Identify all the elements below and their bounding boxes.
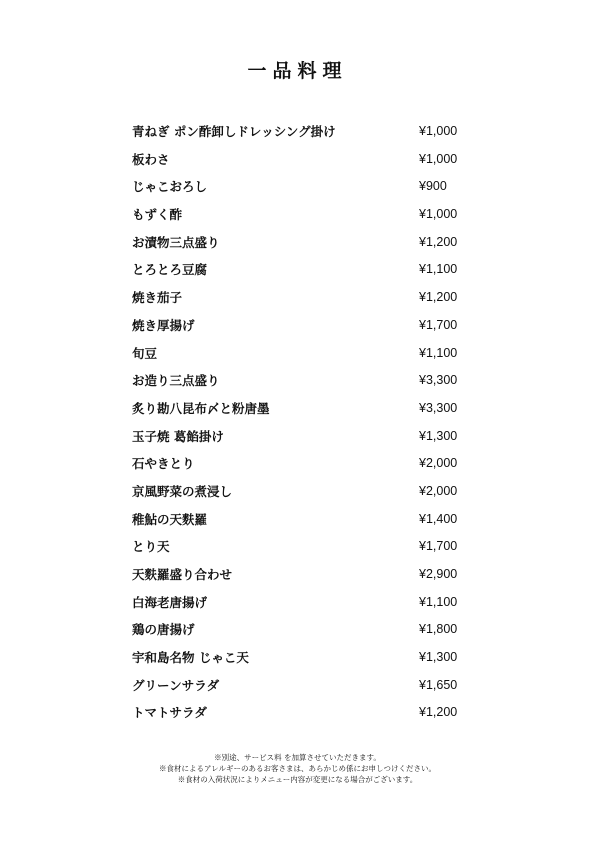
menu-item xyxy=(132,395,472,423)
menu-item-price: ¥1,200 xyxy=(419,290,458,305)
menu-item xyxy=(132,146,472,174)
menu-item-name: 焼き厚揚げ xyxy=(132,317,195,333)
menu-item-name: 天麩羅盛り合わせ xyxy=(132,567,233,582)
menu-item-name: 京風野菜の煮浸し xyxy=(132,483,233,499)
menu-item xyxy=(132,589,472,617)
menu-item-name: お漬物三点盛り xyxy=(132,234,220,250)
menu-item xyxy=(132,506,472,534)
menu-item-price: ¥1,700 xyxy=(419,539,458,554)
menu-item-price: ¥3,300 xyxy=(419,373,458,388)
menu-list xyxy=(132,118,472,727)
menu-item xyxy=(132,644,472,672)
footnote-service-charge: ※別途、サービス料 を加算させていただきます。 xyxy=(214,753,381,762)
menu-item-price: ¥1,000 xyxy=(419,207,458,222)
menu-item-name: とろとろ豆腐 xyxy=(132,262,208,278)
menu-item-name: 白海老唐揚げ xyxy=(132,594,208,610)
menu-item-name: 稚鮎の天麩羅 xyxy=(132,511,208,527)
footnote-menu-change: ※食材の入荷状況によりメニュー内容が変更になる場合がございます。 xyxy=(177,775,418,784)
menu-item-price: ¥1,400 xyxy=(419,511,458,526)
menu-item-price: ¥3,300 xyxy=(419,400,458,415)
menu-item-name: 焼き茄子 xyxy=(132,290,183,306)
menu-item-name: とり天 xyxy=(132,539,170,555)
footnote-allergy: ※食材によるアレルギーのあるお客さまは、あらかじめ係にお申しつけください。 xyxy=(158,764,436,773)
menu-item-name: 石やきとり xyxy=(132,456,195,472)
menu-item-name: もずく酢 xyxy=(132,207,183,223)
menu-item xyxy=(132,256,472,284)
menu-item-name: 鶏の唐揚げ xyxy=(132,622,195,638)
menu-item-price: ¥1,000 xyxy=(419,151,458,166)
menu-item xyxy=(132,312,472,340)
menu-item-price: ¥2,000 xyxy=(419,483,458,498)
menu-item-name: トマトサラダ xyxy=(132,705,207,721)
menu-item-price: ¥1,800 xyxy=(419,622,458,637)
menu-item xyxy=(132,561,472,589)
menu-item-price: ¥2,900 xyxy=(419,567,458,581)
menu-item-price: ¥1,200 xyxy=(419,705,458,720)
menu-item-price: ¥2,000 xyxy=(419,456,458,471)
menu-item-price: ¥1,300 xyxy=(419,650,458,665)
menu-item-name: 板わさ xyxy=(132,151,170,167)
menu-item-name: 旬豆 xyxy=(132,345,158,361)
menu-item-name: じゃこおろし xyxy=(132,179,208,195)
menu-item xyxy=(132,229,472,257)
menu-item xyxy=(132,173,472,201)
menu-item-price: ¥1,300 xyxy=(419,428,458,443)
page-title: 一品料理 xyxy=(247,60,348,82)
menu-item xyxy=(132,423,472,451)
menu-item xyxy=(132,699,472,727)
menu-item-name: グリーンサラダ xyxy=(132,677,220,693)
menu-item xyxy=(132,201,472,229)
menu-item-price: ¥1,700 xyxy=(419,317,458,332)
menu-item xyxy=(132,533,472,561)
menu-item-name: 炙り勘八昆布〆と粉唐墨 xyxy=(132,400,270,416)
menu-item-price: ¥1,200 xyxy=(419,234,458,249)
menu-item-name: お造り三点盛り xyxy=(132,373,220,389)
menu-item xyxy=(132,340,472,368)
menu-item-price: ¥1,100 xyxy=(419,345,458,360)
menu-item xyxy=(132,672,472,700)
menu-item-price: ¥900 xyxy=(419,179,447,194)
menu-item xyxy=(132,478,472,506)
menu-item xyxy=(132,367,472,395)
menu-item xyxy=(132,450,472,478)
menu-item-price: ¥1,000 xyxy=(419,124,458,138)
menu-item-price: ¥1,100 xyxy=(419,594,458,609)
menu-item xyxy=(132,616,472,644)
menu-item-name: 青ねぎ ポン酢卸しドレッシング掛け xyxy=(132,124,336,139)
menu-item-name: 宇和島名物 じゃこ天 xyxy=(132,650,249,666)
menu-item-price: ¥1,650 xyxy=(419,677,458,692)
menu-item xyxy=(132,284,472,312)
menu-item-price: ¥1,100 xyxy=(419,262,458,277)
footnotes xyxy=(0,752,595,785)
menu-item xyxy=(132,118,472,146)
menu-item-name: 玉子焼 葛餡掛け xyxy=(132,428,224,444)
